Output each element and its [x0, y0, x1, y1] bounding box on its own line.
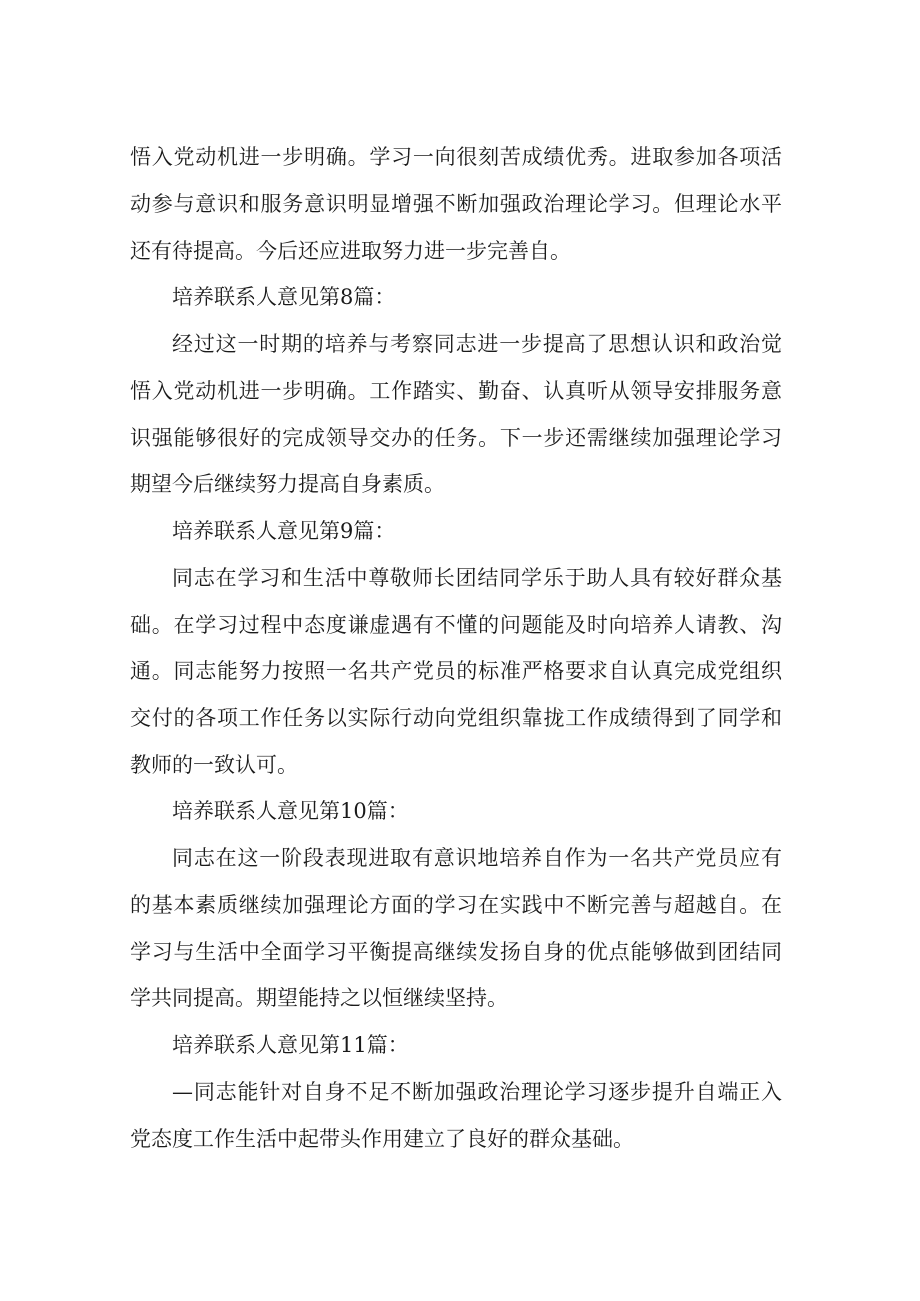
paragraph-line: 期望今后继续努力提高自身素质。 [130, 472, 445, 496]
paragraph-line: 础。在学习过程中态度谦虚遇有不懂的问题能及时向培养人请教、沟 [130, 613, 782, 637]
paragraph-line: 教师的一致认可。 [130, 753, 298, 777]
paragraph-line: 同志在学习和生活中尊敬师长团结同学乐于助人具有较好群众基 [172, 566, 782, 590]
section-heading: 培养联系人意见第8篇： [172, 285, 396, 309]
paragraph-line: 经过这一时期的培养与考察同志进一步提高了思想认识和政治觉 [172, 332, 782, 356]
paragraph-line: 还有待提高。今后还应进取努力进一步完善自。 [130, 239, 571, 263]
paragraph-line: 交付的各项工作任务以实际行动向党组织靠拢工作成绩得到了同学和 [130, 706, 782, 730]
paragraph-line: 党态度工作生活中起带头作用建立了良好的群众基础。 [130, 1127, 634, 1151]
section-heading: 培养联系人意见第9篇： [172, 519, 396, 543]
paragraph-line: 通。同志能努力按照一名共产党员的标准严格要求自认真完成党组织 [130, 659, 782, 683]
section-heading: 培养联系人意见第10篇： [172, 799, 409, 823]
paragraph-line: 识强能够很好的完成领导交办的任务。下一步还需继续加强理论学习 [130, 426, 782, 450]
paragraph-line: 的基本素质继续加强理论方面的学习在实践中不断完善与超越自。在 [130, 893, 782, 917]
paragraph-line: —同志能针对自身不足不断加强政治理论学习逐步提升自端正入 [172, 1080, 782, 1104]
paragraph-line: 动参与意识和服务意识明显增强不断加强政治理论学习。但理论水平 [130, 192, 782, 216]
paragraph-line: 同志在这一阶段表现进取有意识地培养自作为一名共产党员应有 [172, 846, 782, 870]
section-heading: 培养联系人意见第11篇： [172, 1033, 409, 1057]
paragraph-line: 悟入党动机进一步明确。学习一向很刻苦成绩优秀。进取参加各项活 [130, 145, 782, 169]
paragraph-line: 学共同提高。期望能持之以恒继续坚持。 [130, 986, 508, 1010]
paragraph-line: 悟入党动机进一步明确。工作踏实、勤奋、认真听从领导安排服务意 [130, 379, 782, 403]
paragraph-line: 学习与生活中全面学习平衡提高继续发扬自身的优点能够做到团结同 [130, 940, 782, 964]
